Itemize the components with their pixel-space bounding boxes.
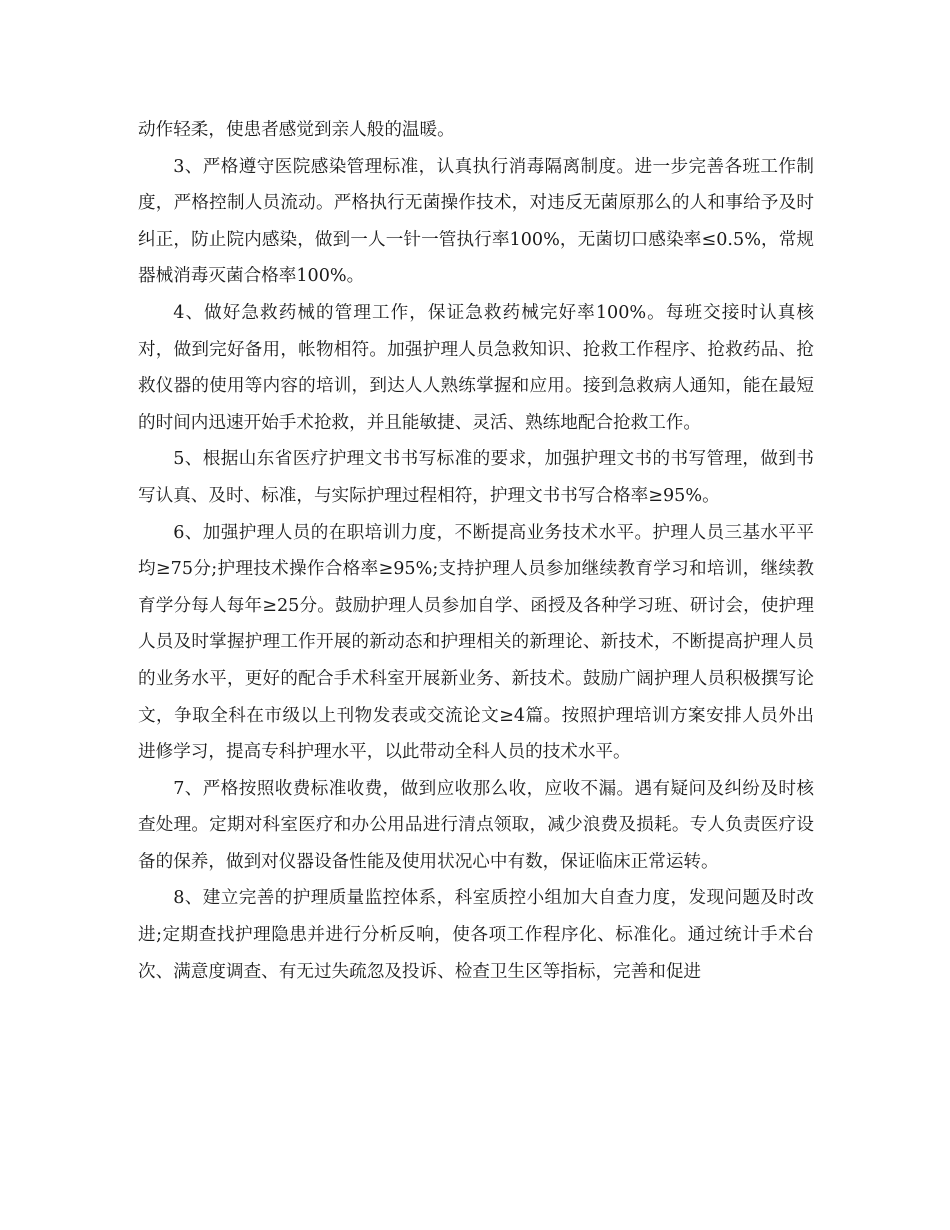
paragraph-item-4-emergency-drugs: 4、做好急救药械的管理工作，保证急救药械完好率100%。每班交接时认真核对，做到完好备用，帐物相符。加强护理人员急救知识、抢救工作程序、抢救药品、抢救仪器的使用等内容的培训，到达人人熟练掌握和应用。接到急救病人通知，能在最短的时间内迅速开始手术抢救，并且能敏捷、灵活、熟练地配合抢救工作。: [138, 302, 814, 433]
paragraph-item-5-nursing-documents: 5、根据山东省医疗护理文书书写标准的要求，加强护理文书的书写管理，做到书写认真、及时、标准，与实际护理过程相符，护理文书书写合格率≥95%。: [138, 449, 814, 506]
paragraph-item-6-staff-training: 6、加强护理人员的在职培训力度，不断提高业务技术水平。护理人员三基水平平均≥75分;护理技术操作合格率≥95%;支持护理人员参加继续教育学习和培训，继续教育学分每人每年≥25分。鼓励护理人员参加自学、函授及各种学习班、研讨会，使护理人员及时掌握护理工作开展的新动态和护理相关的新理论、新技术，不断提高护理人员的业务水平，更好的配合手术科室开展新业务、新技术。鼓励广阔护理人员积极撰写论文，争取全科在市级以上刊物发表或交流论文≥4篇。按照护理培训方案安排人员外出进修学习，提高专科护理水平，以此带动全科人员的技术水平。: [138, 522, 814, 763]
paragraph-item-7-fees-equipment: 7、严格按照收费标准收费，做到应收那么收，应收不漏。遇有疑问及纠纷及时核查处理。定期对科室医疗和办公用品进行清点领取，减少浪费及损耗。专人负责医疗设备的保养，做到对仪器设备性能及使用状况心中有数，保证临床正常运转。: [138, 778, 814, 872]
paragraph-continuation: 动作轻柔，使患者感觉到亲人般的温暖。: [138, 120, 455, 140]
paragraph-item-8-quality-monitoring: 8、建立完善的护理质量监控体系，科室质控小组加大自查力度，发现问题及时改进;定期查找护理隐患并进行分析反响，使各项工作程序化、标准化。通过统计手术台次、满意度调查、有无过失疏忽及投诉、检查卫生区等指标，完善和促进: [138, 888, 814, 982]
document-page: [138, 112, 814, 990]
paragraph-item-3-infection-control: 3、严格遵守医院感染管理标准，认真执行消毒隔离制度。进一步完善各班工作制度，严格控制人员流动。严格执行无菌操作技术，对违反无菌原那么的人和事给予及时纠正，防止院内感染，做到一人一针一管执行率100%，无菌切口感染率≤0.5%，常规器械消毒灭菌合格率100%。: [138, 156, 814, 287]
